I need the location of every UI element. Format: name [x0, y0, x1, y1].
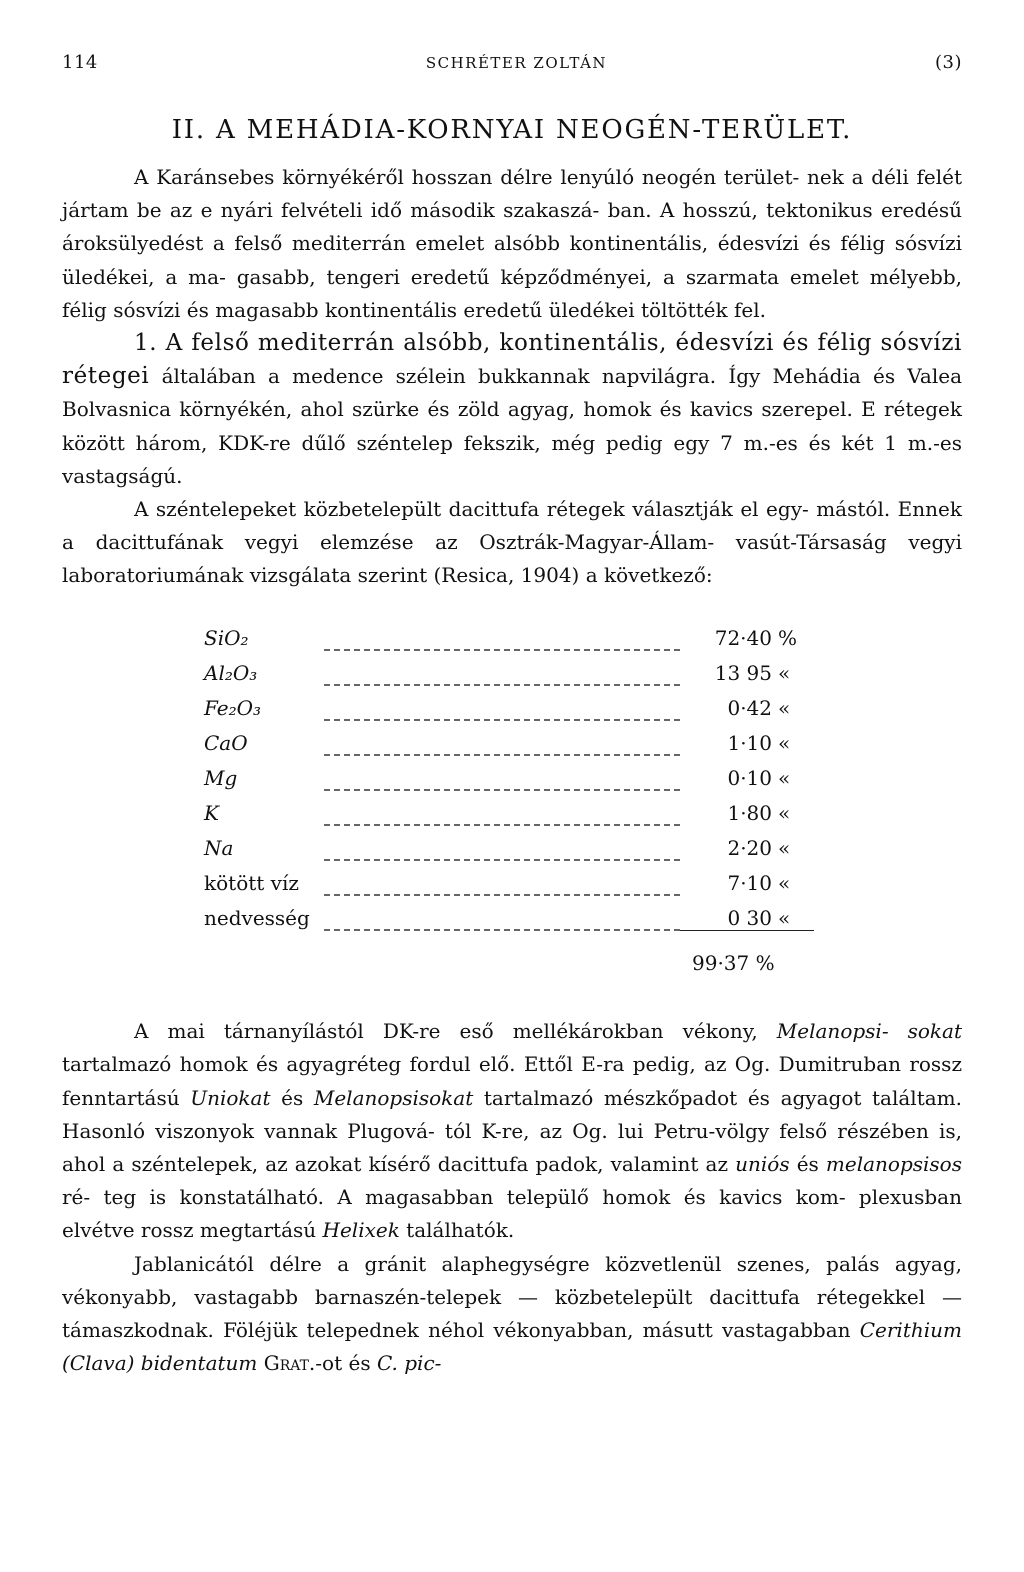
- component-name: SiO₂: [204, 625, 249, 650]
- page-number: 114: [62, 52, 98, 73]
- component-value: 7·10: [727, 870, 772, 895]
- text-run: tartalmazó homok és agyagréteg fordul elő. Ettől E-ra pedig, az Og. Dumitruban rossz fenntartású: [62, 1052, 962, 1110]
- component-unit: «: [772, 895, 814, 931]
- paragraph-dacite-tuff: A széntelepeket közbetelepült dacittufa rétegek választják el egy- mástól. Ennek a dacittufának vegyi elemzése az Osztrák-Magyar-Állam- vasút-Társaság vegyi laboratoriumának vizsgálata szerint (Resica, 1904) a következő:: [62, 497, 962, 588]
- component-name: Fe₂O₃: [204, 695, 262, 720]
- text-run: Jablanicától délre a gránit alaphegységre közvetlenül szenes, palás agyag, vékonyabb, vastagabb barnaszén-telepek — közbetelepült dacittufa rétegekkel — támaszkodnak. Föléjük telepednek néhol vékonyabban, másutt vastagabban: [62, 1251, 962, 1342]
- text-run: -ot és: [315, 1351, 377, 1376]
- analysis-total: 99·37 %: [692, 951, 775, 976]
- taxon-name: Melanopsisokat: [313, 1085, 474, 1110]
- taxon-name: Melanopsi- sokat: [776, 1019, 963, 1044]
- text-run: találhatók.: [399, 1218, 515, 1243]
- running-head-author: SCHRÉTER ZOLTÁN: [425, 54, 608, 72]
- leader-dots: [324, 885, 680, 921]
- taxon-name: Helixek: [322, 1218, 400, 1243]
- leader-dots: [324, 745, 680, 780]
- component-value: 0 30: [680, 895, 772, 931]
- component-value: 1·10: [727, 730, 772, 755]
- component-name: K: [204, 800, 219, 825]
- text-run: és: [789, 1151, 826, 1176]
- paragraph-lower-mediterranean: [62, 327, 962, 493]
- component-name: nedvesség: [204, 906, 310, 931]
- paragraph-melanopsis: [62, 1015, 962, 1247]
- leader-dots: [324, 780, 680, 815]
- component-unit: «: [778, 835, 791, 860]
- leader-dots: [324, 640, 680, 675]
- component-unit: «: [778, 765, 791, 790]
- component-unit: «: [778, 730, 791, 755]
- component-value: 1·80: [727, 800, 772, 825]
- leader-dots: [324, 815, 680, 850]
- component-name: CaO: [204, 730, 248, 755]
- leader-dots: [324, 675, 680, 710]
- component-value: 0·42: [727, 695, 772, 720]
- component-value: 13 95: [714, 660, 772, 685]
- taxon-name: C. pic-: [376, 1351, 442, 1376]
- component-value: 2·20: [727, 835, 772, 860]
- running-head: [62, 52, 962, 73]
- paragraph-intro: A Karánsebes környékéről hosszan délre lenyúló neogén terület- nek a déli felét jártam be az e nyári felvételi idő második szakaszá- ban. A hosszú, tektonikus eredésű ároksülyedést a felső mediterrán emelet alsóbb kontinentális, édesvízi és félig sósvízi üledékei, a ma- gasabb, tengeri eredetű képződményei, a szarmata emelet mélyebb, félig sósvízi és magasabb kontinentális eredetű üledékei töltötték fel.: [62, 165, 962, 322]
- author-abbreviation: Grat.: [263, 1351, 316, 1376]
- chemical-analysis-table: [204, 615, 814, 976]
- component-unit: «: [778, 695, 791, 720]
- book-page: [62, 52, 962, 1380]
- component-name: Na: [204, 835, 234, 860]
- analysis-total-row: [204, 930, 814, 975]
- paragraph-text: általában a medence szélein bukkannak napvilágra. Így Mehádia és Valea Bolvasnica környékén, ahol szürke és zöld agyag, homok és kavics szerepel. E rétegek között három, KDK-re dűlő széntelep fekszik, még pedig egy 7 m.-es és két 1 m.-es vastagságú.: [62, 364, 962, 488]
- text-run: és: [270, 1085, 314, 1110]
- component-unit: «: [778, 870, 791, 895]
- component-value: 72·40: [714, 625, 772, 650]
- leader-dots: [324, 710, 680, 745]
- text-run: A mai tárnanyílástól DK-re eső mellékárokban vékony,: [134, 1019, 777, 1044]
- text-run: tartalmazó mészkőpadot és agyagot találtam. Hasonló viszonyok vannak Plugová- tól K-re, az Og. lui Petru-völgy felső részében is, ahol a széntelepek, az azokat kísérő dacittufa padok, valamint az: [62, 1085, 962, 1176]
- leader-dots: [324, 850, 680, 885]
- component-unit: «: [778, 660, 791, 685]
- section-title: II. A MEHÁDIA-KORNYAI NEOGÉN-TERÜLET.: [171, 115, 853, 145]
- paragraph-jablanica: [62, 1248, 962, 1381]
- component-name: Mg: [204, 765, 238, 790]
- taxon-name: Cerithium (Clava) bidentatum: [62, 1317, 962, 1376]
- running-head-section: (3): [935, 52, 962, 73]
- component-unit: «: [778, 800, 791, 825]
- component-unit: %: [778, 625, 798, 650]
- text-run: ré- teg is konstatálható. A magasabban települő homok és kavics kom- plexusban elvétve rossz megtartású: [62, 1185, 962, 1243]
- subsection-heading: 1. A felső mediterrán alsóbb, kontinentális, édesvízi és félig sósvízi rétegei: [62, 330, 962, 390]
- taxon-name: Uniokat: [190, 1085, 271, 1110]
- leader-dots: [324, 605, 680, 640]
- component-name: Al₂O₃: [204, 660, 258, 685]
- taxon-name: melanopsisos: [825, 1151, 962, 1176]
- component-value: 0·10: [727, 765, 772, 790]
- analysis-row: [204, 895, 814, 931]
- taxon-name: uniós: [735, 1151, 790, 1176]
- component-name: kötött víz: [204, 870, 299, 895]
